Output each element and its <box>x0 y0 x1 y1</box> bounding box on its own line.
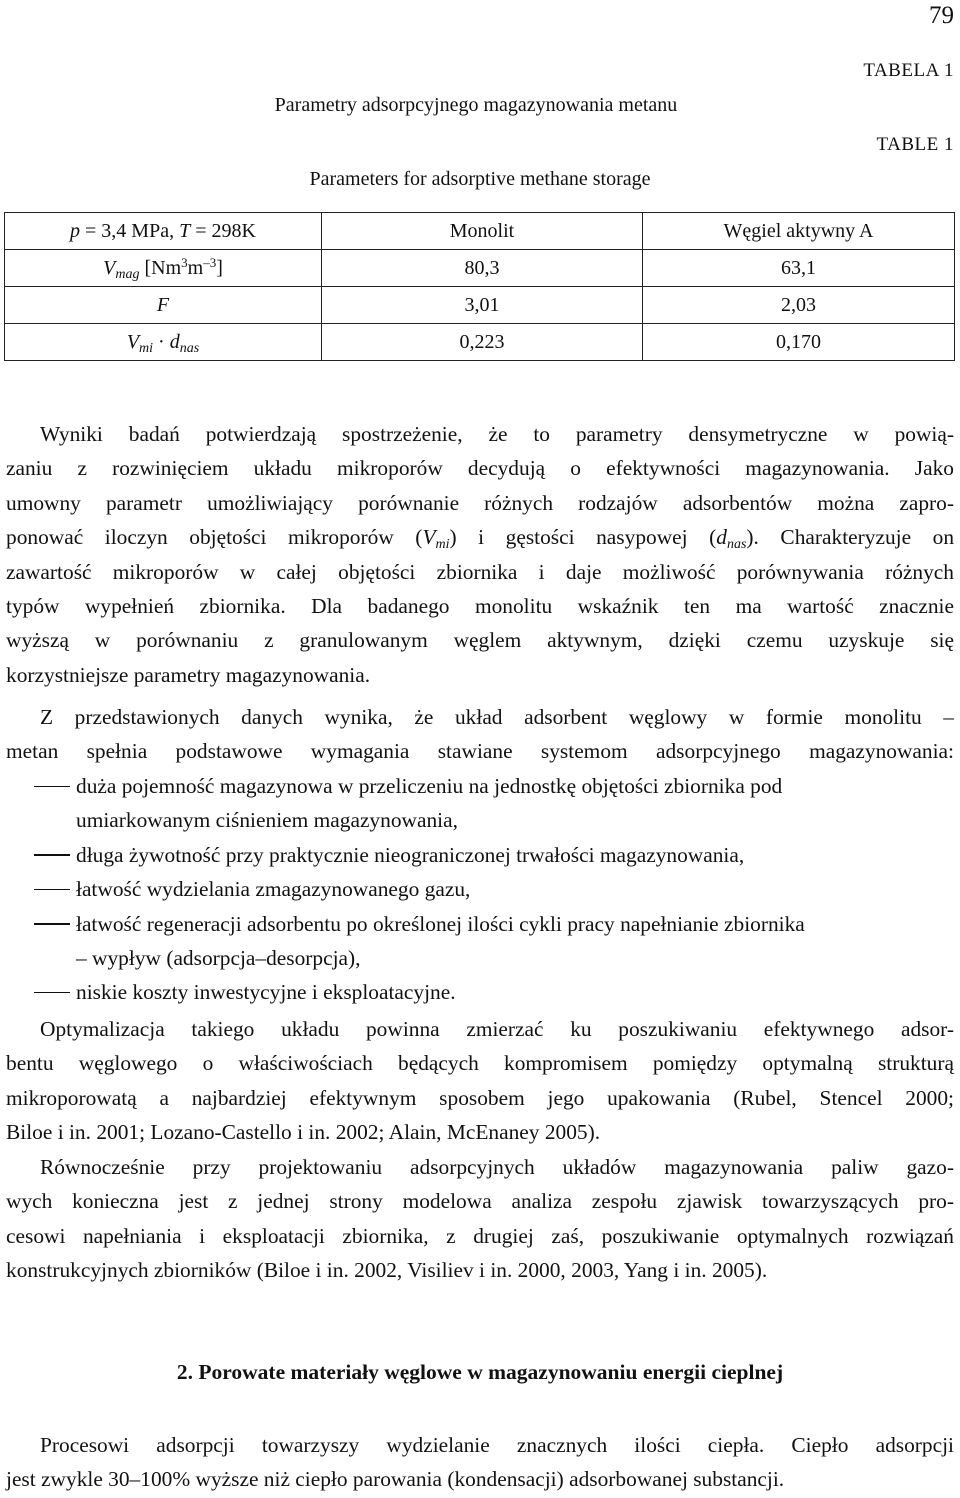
text-line: Biloe i in. 2001; Lozano-Castello i in. 2002; Alain, McEnaney 2005). <box>6 1120 601 1145</box>
dash-marker <box>34 889 70 890</box>
text-line: bentu węglowego o właściwościach będących kompromisem pomiędzy optymalną strukturą <box>6 1051 954 1076</box>
text-line: Równocześnie przy projektowaniu adsorpcyjnych układów magazynowania paliw gazo- <box>40 1155 954 1179</box>
table-row <box>5 324 955 361</box>
table-title-pl: Parametry adsorpcyjnego magazynowania metanu <box>274 94 678 116</box>
table-cell: 0,223 <box>322 324 643 361</box>
text-line: zaniu z rozwinięciem układu mikroporów decydują o efektywności magazynowania. Jako <box>6 456 954 481</box>
table-cell: 0,170 <box>643 324 955 361</box>
table-cell: 3,01 <box>322 287 643 324</box>
table-row <box>5 287 955 324</box>
text-line: umowny parametr umożliwiający porównanie różnych rodzajów adsorbentów można zapro- <box>6 490 954 515</box>
table-label-pl: TABELA 1 <box>863 60 954 81</box>
text-line: metan spełnia podstawowe wymagania stawiane systemom adsorpcyjnego magazynowania: <box>6 739 954 764</box>
text-line: zawartość mikroporów w całej objętości zbiornika i daje możliwość porównywania różnych <box>6 559 954 584</box>
text-line: typów wypełnień zbiornika. Dla badanego monolitu wskaźnik ten ma wartość znacznie <box>6 593 954 618</box>
table-cell: 80,3 <box>322 250 643 287</box>
list-item: łatwość regeneracji adsorbentu po określonej ilości cykli pracy napełnianie zbiornika <box>6 907 954 941</box>
text-line: Procesowi adsorpcji towarzyszy wydzielanie znacznych ilości ciepła. Ciepło adsorpcji <box>40 1433 954 1457</box>
text-line: ponować iloczyn objętości mikroporów $(V_{mi})$ i gęstości nasypowej $(d_{nas})$. Charakteryzuje on <box>6 525 955 553</box>
text-line: Optymalizacja takiego układu powinna zmierzać ku poszukiwaniu efektywnego adsor- <box>40 1017 954 1041</box>
dash-marker <box>34 923 70 924</box>
row-label-f: F <box>5 287 322 324</box>
paragraph-4 <box>6 1150 954 1288</box>
text-line: wyższą w porównaniu z granulowanym węglem aktywnym, dzięki czemu uzyskuje się <box>6 628 954 653</box>
text-line: Z przedstawionych danych wynika, że układ adsorbent węglowy w formie monolitu – <box>40 705 954 729</box>
dash-marker <box>34 786 70 787</box>
table-cell: 2,03 <box>643 287 955 324</box>
parameters-table <box>4 212 955 361</box>
column-header-monolit: Monolit <box>322 213 643 250</box>
list-item: niskie koszty inwestycyjne i eksploatacyjne. <box>6 975 954 1009</box>
row-label-vmag: $V_{mag}$ $[Nm^3m^{-3}]$ <box>5 250 322 287</box>
page-number: 79 <box>929 2 954 29</box>
table-header-row <box>5 213 955 250</box>
table-label-en: TABLE 1 <box>876 134 954 155</box>
paragraph-1 <box>6 417 954 692</box>
list-item: duża pojemność magazynowa w przeliczeniu na jednostkę objętości zbiornika pod <box>6 769 954 803</box>
section-heading: 2. Porowate materiały węglowe w magazynowaniu energii cieplnej <box>176 1360 784 1384</box>
dash-marker <box>34 854 70 855</box>
text-line: Wyniki badań potwierdzają spostrzeżenie, że to parametry densymetryczne w powią- <box>40 422 954 446</box>
text-line: jest zwykle 30–100% wyższe niż ciepło parowania (kondensacji) adsorbowanej substancji. <box>6 1467 785 1492</box>
paragraph-5 <box>6 1428 954 1497</box>
list-item: łatwość wydzielania zmagazynowanego gazu, <box>6 872 954 906</box>
column-header-carbon: Węgiel aktywny A <box>643 213 955 250</box>
list-item-continuation: – wypływ (adsorpcja–desorpcja), <box>76 945 361 970</box>
condition-cell: p = 3,4 MPa, T = 298K <box>5 213 322 250</box>
list-item-continuation: umiarkowanym ciśnieniem magazynowania, <box>76 808 458 833</box>
list-item: długa żywotność przy praktycznie nieograniczonej trwałości magazynowania, <box>6 838 954 872</box>
table-title-en: Parameters for adsorptive methane storage <box>309 168 651 190</box>
text-line: korzystniejsze parametry magazynowania. <box>6 662 371 687</box>
paragraph-2 <box>6 700 954 769</box>
text-line: konstrukcyjnych zbiorników (Biloe i in. 2002, Visiliev i in. 2000, 2003, Yang i in. 2005). <box>6 1258 768 1283</box>
table-row <box>5 250 955 287</box>
dash-marker <box>34 992 70 993</box>
row-label-vmi-dnas: $V_{mi} \cdot d_{nas}$ <box>5 324 322 361</box>
text-line: cesowi napełniania i eksploatacji zbiornika, z drugiej zaś, poszukiwanie optymalnych rozwiązań <box>6 1223 954 1248</box>
table-cell: 63,1 <box>643 250 955 287</box>
text-line: wych konieczna jest z jednej strony modelowa analiza zespołu zjawisk towarzyszących pro- <box>6 1189 954 1214</box>
requirements-list <box>6 769 954 1010</box>
text-line: mikroporowatą a najbardziej efektywnym sposobem jego upakowania (Rubel, Stencel 2000; <box>6 1085 954 1110</box>
paragraph-3 <box>6 1012 954 1150</box>
